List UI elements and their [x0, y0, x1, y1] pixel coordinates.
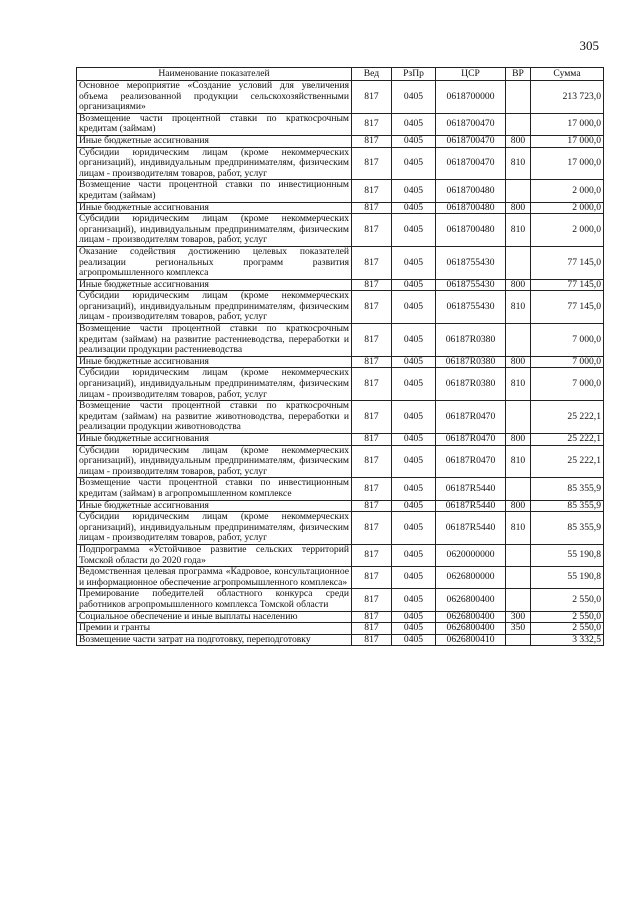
table-row: [77, 567, 604, 589]
table-row: [77, 279, 604, 291]
cell-sum: 7 000,0: [531, 368, 604, 401]
column-header-sum: Сумма: [531, 68, 604, 81]
table-row: [77, 135, 604, 147]
cell-name: Основное мероприятие «Создание условий для увеличения объема реализованной продукции сельскохозяйственными организациями»: [77, 81, 352, 114]
column-header-ved: Вед: [352, 68, 392, 81]
cell-ved: 817: [352, 623, 392, 635]
cell-rzpr: 0405: [392, 147, 436, 180]
cell-sum: 77 145,0: [531, 246, 604, 279]
cell-sum: 2 550,0: [531, 589, 604, 611]
cell-vr: [506, 634, 531, 646]
cell-ved: 817: [352, 478, 392, 500]
cell-csr: 0618700480: [436, 214, 506, 247]
cell-rzpr: 0405: [392, 544, 436, 566]
cell-sum: 17 000,0: [531, 113, 604, 135]
cell-rzpr: 0405: [392, 401, 436, 434]
page-number: 305: [579, 38, 599, 53]
cell-ved: 817: [352, 544, 392, 566]
cell-name: Иные бюджетные ассигнования: [77, 279, 352, 291]
cell-name: Иные бюджетные ассигнования: [77, 356, 352, 368]
cell-vr: [506, 478, 531, 500]
cell-csr: 0618755430: [436, 279, 506, 291]
cell-csr: 0620000000: [436, 544, 506, 566]
cell-rzpr: 0405: [392, 202, 436, 214]
cell-vr: 800: [506, 279, 531, 291]
cell-rzpr: 0405: [392, 434, 436, 446]
table-row: [77, 478, 604, 500]
cell-name: Подпрограмма «Устойчивое развитие сельских территорий Томской области до 2020 года»: [77, 544, 352, 566]
cell-vr: 800: [506, 356, 531, 368]
cell-name: Субсидии юридическим лицам (кроме некоммерческих организаций), индивидуальным предпринимателям, физическим лицам - производителям товаров, работ, услуг: [77, 291, 352, 324]
cell-vr: [506, 113, 531, 135]
cell-vr: [506, 180, 531, 202]
cell-csr: 06187R5440: [436, 512, 506, 545]
cell-csr: 0626800410: [436, 634, 506, 646]
cell-csr: 0626800400: [436, 589, 506, 611]
cell-vr: [506, 567, 531, 589]
cell-rzpr: 0405: [392, 279, 436, 291]
cell-vr: 800: [506, 135, 531, 147]
table-row: [77, 147, 604, 180]
cell-csr: 0618700000: [436, 81, 506, 114]
cell-vr: 800: [506, 500, 531, 512]
cell-sum: 77 145,0: [531, 291, 604, 324]
cell-name: Субсидии юридическим лицам (кроме некоммерческих организаций), индивидуальным предпринимателям, физическим лицам - производителям товаров, работ, услуг: [77, 512, 352, 545]
cell-csr: 0618700480: [436, 180, 506, 202]
cell-csr: 06187R0470: [436, 401, 506, 434]
cell-vr: 810: [506, 147, 531, 180]
cell-csr: 06187R0380: [436, 368, 506, 401]
cell-sum: 25 222,1: [531, 434, 604, 446]
cell-ved: 817: [352, 445, 392, 478]
cell-csr: 0626800000: [436, 567, 506, 589]
cell-name: Субсидии юридическим лицам (кроме некоммерческих организаций), индивидуальным предпринимателям, физическим лицам - производителям товаров, работ, услуг: [77, 147, 352, 180]
table-row: [77, 512, 604, 545]
cell-name: Премии и гранты: [77, 623, 352, 635]
cell-name: Возмещение части процентной ставки по краткосрочным кредитам (займам): [77, 113, 352, 135]
table-row: [77, 623, 604, 635]
cell-sum: 7 000,0: [531, 356, 604, 368]
cell-rzpr: 0405: [392, 368, 436, 401]
cell-ved: 817: [352, 214, 392, 247]
cell-vr: [506, 401, 531, 434]
cell-csr: 06187R0470: [436, 445, 506, 478]
cell-csr: 0618700470: [436, 113, 506, 135]
cell-sum: 2 550,0: [531, 611, 604, 623]
cell-rzpr: 0405: [392, 500, 436, 512]
cell-name: Субсидии юридическим лицам (кроме некоммерческих организаций), индивидуальным предпринимателям, физическим лицам - производителям товаров, работ, услуг: [77, 214, 352, 247]
cell-csr: 0618700480: [436, 202, 506, 214]
cell-ved: 817: [352, 368, 392, 401]
table-row: [77, 434, 604, 446]
column-header-csr: ЦСР: [436, 68, 506, 81]
cell-ved: 817: [352, 401, 392, 434]
cell-sum: 17 000,0: [531, 147, 604, 180]
cell-rzpr: 0405: [392, 356, 436, 368]
cell-sum: 213 723,0: [531, 81, 604, 114]
cell-name: Социальное обеспечение и иные выплаты населению: [77, 611, 352, 623]
table-row: [77, 113, 604, 135]
cell-ved: 817: [352, 434, 392, 446]
cell-ved: 817: [352, 356, 392, 368]
cell-rzpr: 0405: [392, 135, 436, 147]
table-body: [77, 81, 604, 646]
cell-sum: 3 332,5: [531, 634, 604, 646]
cell-rzpr: 0405: [392, 81, 436, 114]
cell-ved: 817: [352, 135, 392, 147]
cell-ved: 817: [352, 147, 392, 180]
cell-name: Оказание содействия достижению целевых показателей реализации региональных программ развития агропромышленного комплекса: [77, 246, 352, 279]
cell-csr: 0626800400: [436, 611, 506, 623]
cell-vr: [506, 589, 531, 611]
cell-name: Возмещение части затрат на подготовку, переподготовку: [77, 634, 352, 646]
table-row: [77, 180, 604, 202]
cell-ved: 817: [352, 113, 392, 135]
cell-sum: 85 355,9: [531, 512, 604, 545]
cell-rzpr: 0405: [392, 291, 436, 324]
cell-rzpr: 0405: [392, 445, 436, 478]
cell-vr: 810: [506, 368, 531, 401]
cell-ved: 817: [352, 291, 392, 324]
table-header-row: [77, 68, 604, 81]
table-row: [77, 589, 604, 611]
cell-rzpr: 0405: [392, 180, 436, 202]
cell-ved: 817: [352, 500, 392, 512]
cell-ved: 817: [352, 324, 392, 357]
column-header-name: Наименование показателей: [77, 68, 352, 81]
cell-ved: 817: [352, 611, 392, 623]
cell-sum: 25 222,1: [531, 445, 604, 478]
cell-vr: 800: [506, 434, 531, 446]
table-row: [77, 291, 604, 324]
table-row: [77, 500, 604, 512]
cell-vr: 810: [506, 512, 531, 545]
cell-name: Возмещение части процентной ставки по инвестиционным кредитам (займам) в агропромышленном комплексе: [77, 478, 352, 500]
cell-rzpr: 0405: [392, 611, 436, 623]
column-header-vr: ВР: [506, 68, 531, 81]
cell-ved: 817: [352, 246, 392, 279]
table-row: [77, 634, 604, 646]
cell-name: Иные бюджетные ассигнования: [77, 434, 352, 446]
table-row: [77, 246, 604, 279]
cell-rzpr: 0405: [392, 634, 436, 646]
cell-name: Иные бюджетные ассигнования: [77, 135, 352, 147]
table-row: [77, 445, 604, 478]
cell-sum: 17 000,0: [531, 135, 604, 147]
cell-sum: 2 000,0: [531, 180, 604, 202]
cell-ved: 817: [352, 279, 392, 291]
cell-vr: 810: [506, 291, 531, 324]
cell-sum: 55 190,8: [531, 544, 604, 566]
cell-csr: 0618700470: [436, 147, 506, 180]
cell-rzpr: 0405: [392, 623, 436, 635]
table-row: [77, 324, 604, 357]
cell-csr: 0626800400: [436, 623, 506, 635]
table-row: [77, 368, 604, 401]
cell-name: Субсидии юридическим лицам (кроме некоммерческих организаций), индивидуальным предпринимателям, физическим лицам - производителям товаров, работ, услуг: [77, 445, 352, 478]
cell-ved: 817: [352, 567, 392, 589]
cell-vr: 350: [506, 623, 531, 635]
cell-rzpr: 0405: [392, 512, 436, 545]
cell-ved: 817: [352, 634, 392, 646]
cell-name: Возмещение части процентной ставки по краткосрочным кредитам (займам) на развитие животноводства, переработки и реализации продукции животноводства: [77, 401, 352, 434]
cell-rzpr: 0405: [392, 246, 436, 279]
cell-vr: 810: [506, 214, 531, 247]
cell-rzpr: 0405: [392, 113, 436, 135]
cell-vr: [506, 246, 531, 279]
cell-sum: 85 355,9: [531, 478, 604, 500]
cell-csr: 06187R0380: [436, 356, 506, 368]
cell-csr: 0618755430: [436, 291, 506, 324]
cell-rzpr: 0405: [392, 567, 436, 589]
cell-rzpr: 0405: [392, 589, 436, 611]
cell-csr: 0618700470: [436, 135, 506, 147]
cell-sum: 77 145,0: [531, 279, 604, 291]
cell-name: Иные бюджетные ассигнования: [77, 202, 352, 214]
cell-sum: 2 550,0: [531, 623, 604, 635]
cell-name: Возмещение части процентной ставки по инвестиционным кредитам (займам): [77, 180, 352, 202]
table-row: [77, 611, 604, 623]
budget-table: [76, 67, 604, 646]
cell-rzpr: 0405: [392, 478, 436, 500]
cell-csr: 06187R0470: [436, 434, 506, 446]
cell-csr: 06187R5440: [436, 500, 506, 512]
cell-sum: 2 000,0: [531, 214, 604, 247]
cell-name: Субсидии юридическим лицам (кроме некоммерческих организаций), индивидуальным предпринимателям, физическим лицам - производителям товаров, работ, услуг: [77, 368, 352, 401]
cell-sum: 2 000,0: [531, 202, 604, 214]
table-row: [77, 202, 604, 214]
cell-csr: 0618755430: [436, 246, 506, 279]
cell-vr: 800: [506, 202, 531, 214]
cell-ved: 817: [352, 512, 392, 545]
table-row: [77, 401, 604, 434]
cell-sum: 25 222,1: [531, 401, 604, 434]
cell-name: Возмещение части процентной ставки по краткосрочным кредитам (займам) на развитие растениеводства, переработки и реализации продукции растениеводства: [77, 324, 352, 357]
table-row: [77, 214, 604, 247]
cell-rzpr: 0405: [392, 324, 436, 357]
cell-ved: 817: [352, 180, 392, 202]
cell-vr: [506, 544, 531, 566]
cell-vr: 810: [506, 445, 531, 478]
cell-vr: 300: [506, 611, 531, 623]
table-row: [77, 81, 604, 114]
cell-sum: 55 190,8: [531, 567, 604, 589]
table-row: [77, 356, 604, 368]
table-row: [77, 544, 604, 566]
column-header-rzpr: РзПр: [392, 68, 436, 81]
cell-name: Иные бюджетные ассигнования: [77, 500, 352, 512]
cell-vr: [506, 81, 531, 114]
cell-csr: 06187R5440: [436, 478, 506, 500]
cell-ved: 817: [352, 589, 392, 611]
cell-rzpr: 0405: [392, 214, 436, 247]
cell-ved: 817: [352, 202, 392, 214]
cell-name: Ведомственная целевая программа «Кадровое, консультационное и информационное обеспечение агропромышленного комплекса»: [77, 567, 352, 589]
cell-sum: 7 000,0: [531, 324, 604, 357]
cell-name: Премирование победителей областного конкурса среди работников агропромышленного комплекса Томской области: [77, 589, 352, 611]
cell-ved: 817: [352, 81, 392, 114]
cell-sum: 85 355,9: [531, 500, 604, 512]
cell-csr: 06187R0380: [436, 324, 506, 357]
cell-vr: [506, 324, 531, 357]
